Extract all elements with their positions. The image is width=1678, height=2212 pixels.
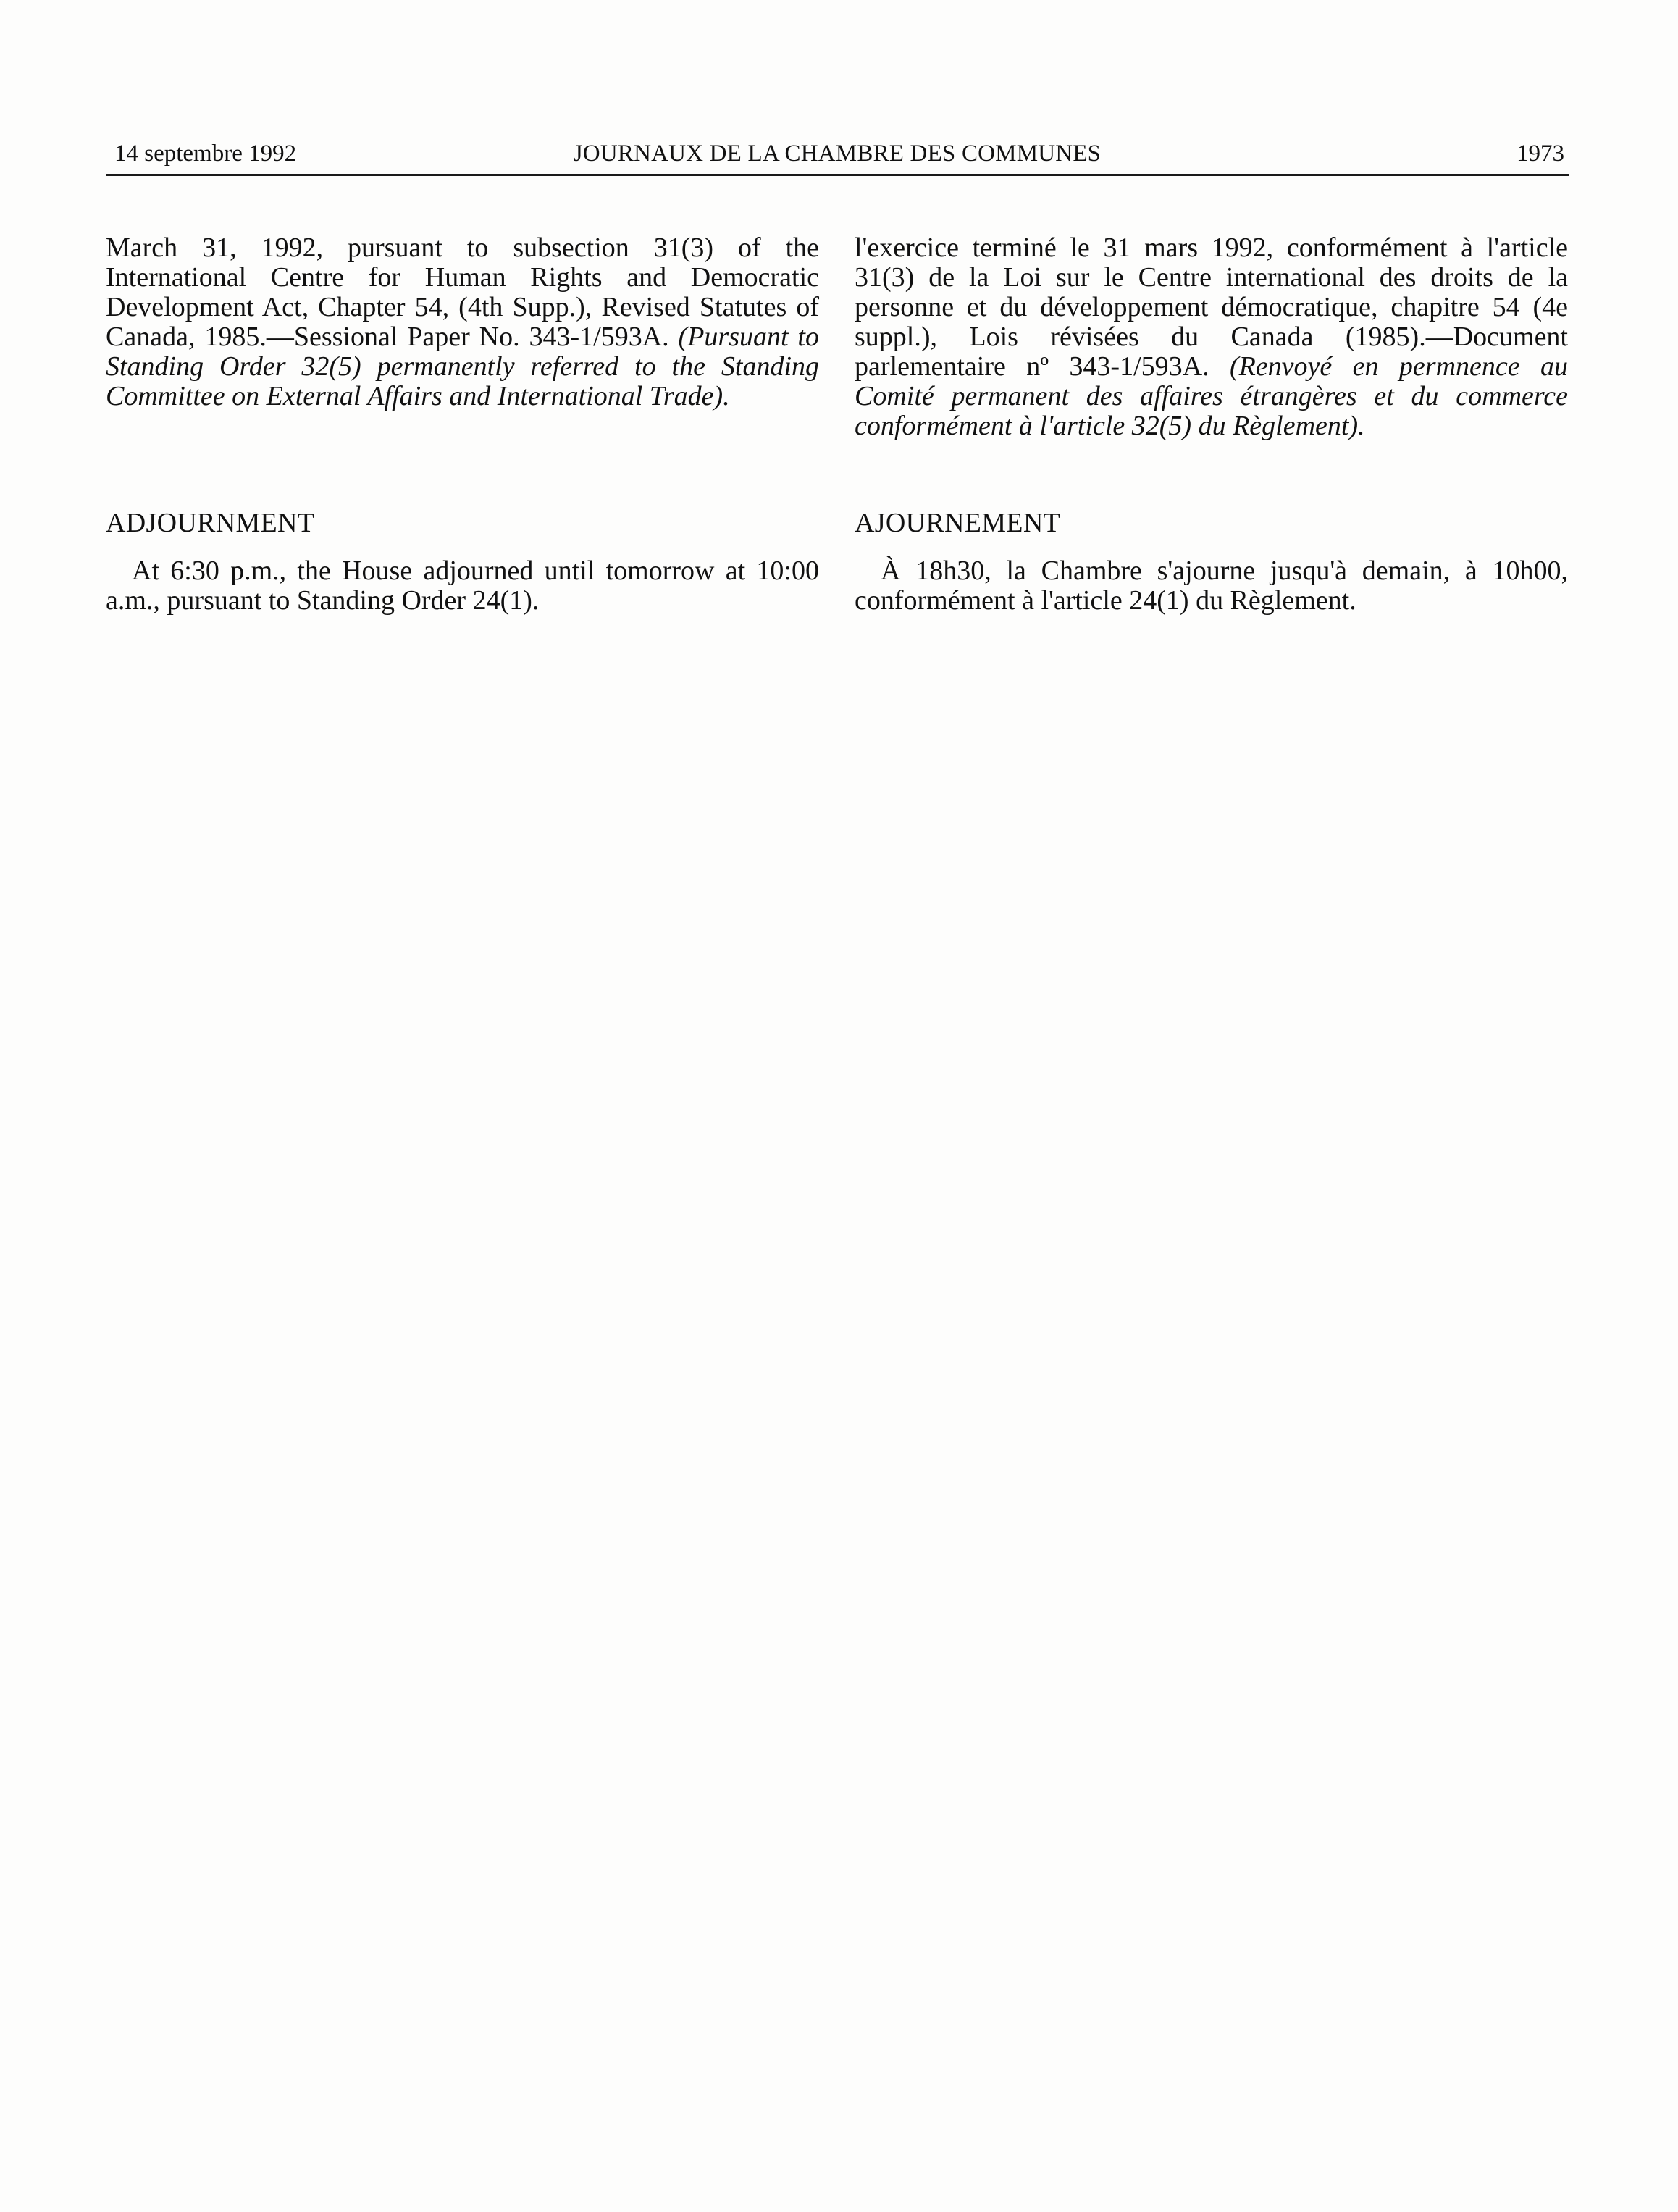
right-heading-ajournement: AJOURNEMENT [855, 508, 1061, 538]
right-paragraph-text: l'exercice terminé le 31 mars 1992, conformément à l'article 31(3) de la Loi sur le Centre international des droits de la personne et du développement démocratique, chapitre 54 (4e suppl.), Lois révisées du Canada (1985).—Document parlementaire nº 343-1/593A. [855, 232, 1568, 382]
right-adjournment-paragraph: À 18h30, la Chambre s'ajourne jusqu'à demain, à 10h00, conformément à l'article 24(1) du Règlement. [855, 556, 1568, 616]
running-header [106, 136, 1569, 176]
left-adjournment-paragraph: At 6:30 p.m., the House adjourned until tomorrow at 10:00 a.m., pursuant to Standing Order 24(1). [106, 556, 819, 616]
right-paragraph-sessional-paper [855, 233, 1568, 441]
right-column-paragraph [855, 233, 1568, 441]
header-title: JOURNAUX DE LA CHAMBRE DES COMMUNES [573, 141, 1102, 167]
left-paragraph-referral: (Pursuant to Standing Order 32(5) permanently referred to the Standing Committee on External Affairs and International Trade). [106, 322, 819, 411]
left-adjournment-text-block [106, 556, 819, 616]
page-number: 1973 [1517, 141, 1564, 167]
left-column-paragraph [106, 233, 819, 411]
left-paragraph-text: March 31, 1992, pursuant to subsection 31(3) of the International Centre for Human Rights and Democratic Development Act, Chapter 54, (4th Supp.), Revised Statutes of Canada, 1985.—Sessional Paper No. 343-1/593A. [106, 232, 819, 352]
right-paragraph-referral: (Renvoyé en permnence au Comité permanent des affaires étrangères et du commerce conformément à l'article 32(5) du Règlement). [855, 351, 1568, 441]
left-heading-adjournment: ADJOURNMENT [106, 508, 315, 538]
header-date: 14 septembre 1992 [114, 141, 297, 167]
right-adjournment-text-block [855, 556, 1568, 616]
left-paragraph-sessional-paper [106, 233, 819, 411]
